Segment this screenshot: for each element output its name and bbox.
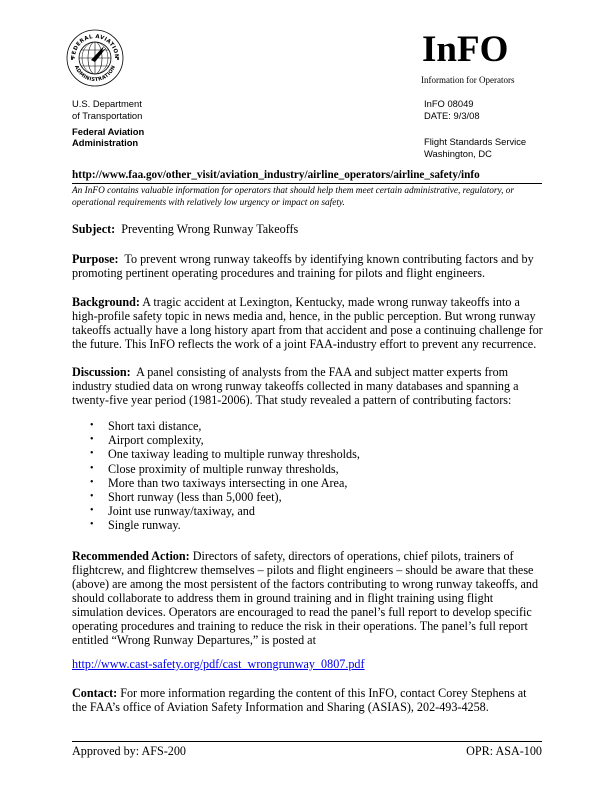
document-title: InFO xyxy=(422,29,509,70)
list-item xyxy=(90,433,490,447)
approved-by: Approved by: AFS-200 xyxy=(72,744,186,758)
recommended-action-section xyxy=(72,549,544,647)
list-item xyxy=(90,490,490,504)
purpose-label: Purpose: xyxy=(72,252,119,266)
document-subtitle: Information for Operators xyxy=(421,75,515,85)
bullet-icon: • xyxy=(90,476,94,488)
background-section xyxy=(72,295,544,351)
contact-text: For more information regarding the content of this InFO, contact Corey Stephens at the FAA’s office of Aviation Safety Information and Sharing (ASIAS), 202-493-4258. xyxy=(72,686,527,714)
seal-bottom-text: ADMINISTRATION xyxy=(72,64,118,84)
issuing-office xyxy=(424,136,526,160)
document-id-block xyxy=(424,98,480,122)
subject-section xyxy=(72,222,544,236)
bullet-icon: • xyxy=(90,519,94,531)
discussion-label: Discussion: xyxy=(72,365,131,379)
disclaimer-text: An InFO contains valuable information for operators that should help them meet certain administrative, regulatory, or operational requirements with relatively low urgency or impact on safety. xyxy=(72,186,514,208)
bullet-icon: • xyxy=(90,420,94,431)
background-text: A tragic accident at Lexington, Kentucky, made wrong runway takeoffs into a high-profile safety topic in news media and, hence, in the public perception. But wrong runway takeoffs actually have a long history apart from that accident and pose a continuing challenge for the future. This InFO reflects the work of a joint FAA-industry effort to prevent any recurrence. xyxy=(72,295,543,351)
factor-text: Short runway (less than 5,000 feet), xyxy=(108,490,282,505)
factor-text: Short taxi distance, xyxy=(108,419,202,433)
bullet-icon: • xyxy=(90,491,94,503)
factor-text: More than two taxiways intersecting in one Area, xyxy=(108,475,348,490)
service-name: Flight Standards Service xyxy=(424,136,527,147)
background-label: Background: xyxy=(72,295,140,309)
info-number: InFO 08049 xyxy=(424,98,474,109)
agency-name xyxy=(72,126,144,148)
seal-top-text: FEDERAL AVIATION xyxy=(70,33,120,60)
factor-text: One taxiway leading to multiple runway thresholds, xyxy=(108,447,360,462)
info-url-link[interactable]: http://www.faa.gov/other_visit/aviation_industry/airline_operators/airline_safety/info xyxy=(72,169,480,181)
bullet-icon: • xyxy=(90,448,94,460)
list-item xyxy=(90,476,490,490)
discussion-section xyxy=(72,365,544,407)
service-location: Washington, DC xyxy=(424,148,492,159)
subject-text: Preventing Wrong Runway Takeoffs xyxy=(121,222,299,236)
footer-divider xyxy=(72,741,542,742)
factor-text: Close proximity of multiple runway thresholds, xyxy=(108,461,339,476)
list-item xyxy=(90,462,490,476)
purpose-section xyxy=(72,252,544,280)
report-link[interactable]: http://www.cast-safety.org/pdf/cast_wrongrunway_0807.pdf xyxy=(72,657,365,671)
factor-text: Joint use runway/taxiway, and xyxy=(108,504,255,519)
bullet-icon: • xyxy=(90,462,94,474)
office-of-primary-responsibility: OPR: ASA-100 xyxy=(466,744,542,758)
faa-seal-icon xyxy=(66,29,124,87)
document-date: DATE: 9/3/08 xyxy=(424,110,480,121)
factor-text: Airport complexity, xyxy=(108,433,204,448)
recommended-action-text: Directors of safety, directors of operations, chief pilots, trainers of flightcrew, and flightcrew themselves – pilots and flight engineers – should be aware that these (above) are among the most persistent of the factors contributing to wrong runway takeoffs, and should collaborate to address them in ground training and in flight training using flight simulation devices. Operators are encouraged to read the panel’s full report to develop specific operating procedures and training to reduce the risk in their operations. The panel’s full report entitled “Wrong Runway Departures,” is posted at xyxy=(72,549,539,647)
list-item xyxy=(90,447,490,461)
list-item xyxy=(90,518,490,532)
department-line-2: of Transportation xyxy=(72,110,143,121)
header-divider xyxy=(72,183,542,184)
purpose-text: To prevent wrong runway takeoffs by identifying known contributing factors and by promoting pertinent operating procedures and training for pilots and flight engineers. xyxy=(72,252,534,280)
bullet-icon: • xyxy=(90,505,94,517)
bullet-icon: • xyxy=(90,434,94,446)
factor-text: Single runway. xyxy=(108,518,181,533)
contact-label: Contact: xyxy=(72,686,118,700)
recommended-action-label: Recommended Action: xyxy=(72,549,190,563)
discussion-text: A panel consisting of analysts from the FAA and subject matter experts from industry studied data on wrong runway takeoffs collected in many databases and spanning a twenty-five year period (1981-2006). That study revealed a pattern of contributing factors: xyxy=(72,365,519,407)
contributing-factors-list xyxy=(90,419,490,533)
contact-section xyxy=(72,686,544,714)
department-name xyxy=(72,98,142,122)
department-line-1: U.S. Department xyxy=(72,98,142,109)
subject-label: Subject: xyxy=(72,222,116,236)
list-item xyxy=(90,419,490,433)
list-item xyxy=(90,504,490,518)
agency-line-1: Federal Aviation xyxy=(72,126,145,137)
agency-line-2: Administration xyxy=(72,137,139,148)
